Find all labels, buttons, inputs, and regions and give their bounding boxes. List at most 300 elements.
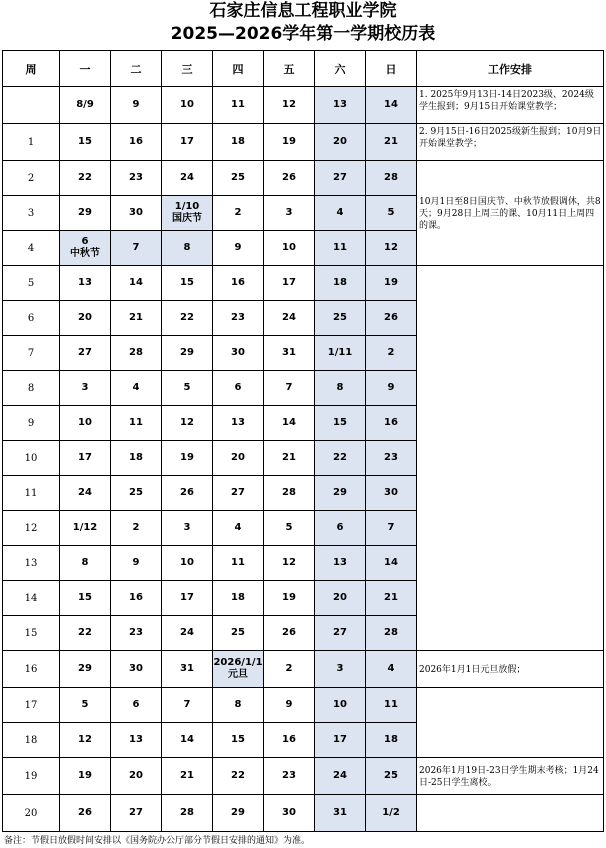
week-number: 7 xyxy=(3,336,60,371)
day-cell xyxy=(60,616,111,651)
day-label: 28 xyxy=(384,172,398,183)
day-label: 17 xyxy=(282,277,296,288)
day-cell xyxy=(264,406,315,441)
week-cell-diagonal xyxy=(3,87,60,124)
day-cell xyxy=(213,651,264,688)
day-label: 30 xyxy=(384,487,398,498)
day-label: 24 xyxy=(78,487,92,498)
day-cell xyxy=(111,688,162,723)
day-cell xyxy=(213,441,264,476)
day-label: 27 xyxy=(78,347,92,358)
day-label: 13 xyxy=(231,417,245,428)
day-label: 23 xyxy=(282,770,296,781)
day-cell xyxy=(264,723,315,758)
day-label: 8 xyxy=(81,557,89,568)
day-label: 8 xyxy=(234,699,242,710)
week-row xyxy=(3,758,604,795)
day-cell xyxy=(213,266,264,301)
day-label: 8/9 xyxy=(76,99,94,110)
day-cell xyxy=(264,124,315,161)
day-cell xyxy=(315,266,366,301)
week-number: 17 xyxy=(3,688,60,723)
day-label: 28 xyxy=(129,347,143,358)
day-label: 29 xyxy=(231,807,245,818)
day-cell xyxy=(366,406,417,441)
day-cell xyxy=(162,616,213,651)
day-cell xyxy=(315,231,366,266)
day-cell xyxy=(60,723,111,758)
day-label: 8 xyxy=(183,242,191,253)
day-cell xyxy=(264,196,315,231)
day-label: 4 xyxy=(132,382,140,393)
day-label: 1/10 国庆节 xyxy=(172,201,202,224)
day-label: 15 xyxy=(180,277,194,288)
day-cell xyxy=(315,723,366,758)
day-label: 9 xyxy=(132,557,140,568)
day-label: 15 xyxy=(78,136,92,147)
day-cell xyxy=(111,795,162,832)
day-cell xyxy=(213,795,264,832)
day-cell xyxy=(60,441,111,476)
day-label: 15 xyxy=(231,734,245,745)
day-label: 14 xyxy=(180,734,194,745)
day-cell xyxy=(264,231,315,266)
day-label: 1/2 xyxy=(382,807,400,818)
header-fri: 五 xyxy=(264,51,315,87)
day-cell xyxy=(213,723,264,758)
day-label: 6 xyxy=(336,522,344,533)
week-number: 14 xyxy=(3,581,60,616)
day-label: 11 xyxy=(129,417,143,428)
day-label: 6 xyxy=(132,699,140,710)
day-label: 16 xyxy=(129,136,143,147)
day-label: 29 xyxy=(333,487,347,498)
day-cell xyxy=(60,161,111,196)
day-label: 28 xyxy=(282,487,296,498)
day-label: 25 xyxy=(129,487,143,498)
header-row xyxy=(3,51,604,87)
day-label: 12 xyxy=(384,242,398,253)
day-cell xyxy=(111,616,162,651)
day-label: 9 xyxy=(234,242,242,253)
day-label: 14 xyxy=(129,277,143,288)
week-number: 15 xyxy=(3,616,60,651)
day-cell xyxy=(264,688,315,723)
day-label: 4 xyxy=(387,663,395,674)
day-label: 1/11 xyxy=(327,347,353,358)
day-label: 23 xyxy=(129,627,143,638)
day-label: 7 xyxy=(132,242,140,253)
day-cell xyxy=(366,301,417,336)
day-cell xyxy=(264,616,315,651)
day-cell xyxy=(315,616,366,651)
header-sat: 六 xyxy=(315,51,366,87)
day-label: 22 xyxy=(78,172,92,183)
day-label: 9 xyxy=(285,699,293,710)
day-cell xyxy=(213,546,264,581)
day-cell xyxy=(264,301,315,336)
day-label: 17 xyxy=(180,592,194,603)
day-label: 5 xyxy=(81,699,89,710)
day-label: 10 xyxy=(180,99,194,110)
day-label: 26 xyxy=(180,487,194,498)
day-cell xyxy=(162,231,213,266)
day-cell xyxy=(162,795,213,832)
day-label: 10 xyxy=(282,242,296,253)
day-label: 13 xyxy=(78,277,92,288)
day-label: 20 xyxy=(78,312,92,323)
calendar-title: 2025—2026学年第一学期校历表 xyxy=(170,24,436,44)
day-label: 21 xyxy=(180,770,194,781)
day-label: 21 xyxy=(282,452,296,463)
day-label: 7 xyxy=(183,699,191,710)
day-cell xyxy=(315,124,366,161)
day-label: 23 xyxy=(129,172,143,183)
day-cell xyxy=(111,87,162,124)
day-label: 23 xyxy=(384,452,398,463)
day-cell xyxy=(366,511,417,546)
day-cell xyxy=(60,546,111,581)
day-label: 25 xyxy=(231,627,245,638)
day-cell xyxy=(111,723,162,758)
day-label: 16 xyxy=(282,734,296,745)
day-label: 27 xyxy=(333,172,347,183)
day-label: 1/12 xyxy=(72,522,98,533)
day-label: 5 xyxy=(387,207,395,218)
header-wed: 三 xyxy=(162,51,213,87)
day-cell xyxy=(366,441,417,476)
day-label: 19 xyxy=(384,277,398,288)
work-plan-n3: 10月1日至8日国庆节、中秋节放假调休，共8天；9月28日上周三的课、10月11日上周四的课。 xyxy=(417,161,604,266)
day-cell xyxy=(60,266,111,301)
day-cell xyxy=(264,266,315,301)
day-cell xyxy=(60,124,111,161)
day-label: 25 xyxy=(384,770,398,781)
day-cell xyxy=(366,196,417,231)
day-cell xyxy=(162,266,213,301)
day-label: 11 xyxy=(384,699,398,710)
day-label: 19 xyxy=(180,452,194,463)
day-label: 6 中秋节 xyxy=(70,236,100,259)
day-cell xyxy=(162,336,213,371)
day-label: 30 xyxy=(282,807,296,818)
school-name: 石家庄信息工程职业学院 xyxy=(209,1,397,21)
day-cell xyxy=(162,723,213,758)
day-cell xyxy=(366,581,417,616)
day-cell xyxy=(366,688,417,723)
day-cell xyxy=(60,196,111,231)
week-row xyxy=(3,87,604,124)
week-number: 13 xyxy=(3,546,60,581)
day-label: 26 xyxy=(282,627,296,638)
week-number: 10 xyxy=(3,441,60,476)
day-cell xyxy=(315,161,366,196)
day-label: 5 xyxy=(285,522,293,533)
week-number: 18 xyxy=(3,723,60,758)
day-label: 12 xyxy=(78,734,92,745)
day-label: 7 xyxy=(387,522,395,533)
day-cell xyxy=(264,161,315,196)
day-label: 12 xyxy=(180,417,194,428)
day-cell xyxy=(264,336,315,371)
day-cell xyxy=(60,688,111,723)
day-cell xyxy=(264,87,315,124)
week-row xyxy=(3,161,604,196)
week-number: 4 xyxy=(3,231,60,266)
day-label: 21 xyxy=(384,592,398,603)
work-plan- xyxy=(417,795,604,832)
day-cell xyxy=(162,441,213,476)
work-plan-n4: 2026年1月1日元旦放假； xyxy=(417,651,604,688)
day-cell xyxy=(162,161,213,196)
day-cell xyxy=(315,441,366,476)
week-number: 9 xyxy=(3,406,60,441)
day-cell xyxy=(111,406,162,441)
day-cell xyxy=(60,336,111,371)
day-label: 5 xyxy=(183,382,191,393)
day-label: 25 xyxy=(231,172,245,183)
day-label: 2 xyxy=(285,663,293,674)
week-number: 1 xyxy=(3,124,60,161)
day-label: 3 xyxy=(285,207,293,218)
day-label: 27 xyxy=(129,807,143,818)
day-label: 11 xyxy=(333,242,347,253)
day-label: 4 xyxy=(336,207,344,218)
day-label: 13 xyxy=(129,734,143,745)
day-cell xyxy=(162,758,213,795)
day-cell xyxy=(264,795,315,832)
day-cell xyxy=(366,161,417,196)
day-label: 17 xyxy=(78,452,92,463)
day-cell xyxy=(213,336,264,371)
day-cell xyxy=(315,476,366,511)
day-cell xyxy=(162,651,213,688)
day-cell xyxy=(162,406,213,441)
day-cell xyxy=(111,266,162,301)
day-cell xyxy=(111,581,162,616)
day-label: 10 xyxy=(333,699,347,710)
day-cell xyxy=(366,758,417,795)
day-cell xyxy=(315,87,366,124)
week-number: 20 xyxy=(3,795,60,832)
day-label: 11 xyxy=(231,557,245,568)
day-cell xyxy=(213,581,264,616)
day-cell xyxy=(111,758,162,795)
day-label: 24 xyxy=(282,312,296,323)
day-label: 31 xyxy=(333,807,347,818)
calendar-table xyxy=(2,50,604,832)
week-row xyxy=(3,651,604,688)
day-label: 31 xyxy=(180,663,194,674)
day-cell xyxy=(60,476,111,511)
day-cell xyxy=(162,301,213,336)
day-cell xyxy=(111,231,162,266)
week-number: 2 xyxy=(3,161,60,196)
day-cell xyxy=(60,87,111,124)
day-cell xyxy=(162,124,213,161)
day-cell xyxy=(162,581,213,616)
day-label: 20 xyxy=(333,592,347,603)
day-label: 11 xyxy=(231,99,245,110)
day-cell xyxy=(366,476,417,511)
day-label: 30 xyxy=(129,663,143,674)
day-label: 15 xyxy=(78,592,92,603)
day-cell xyxy=(213,301,264,336)
week-number: 11 xyxy=(3,476,60,511)
day-label: 2 xyxy=(132,522,140,533)
day-label: 2 xyxy=(387,347,395,358)
day-label: 20 xyxy=(333,136,347,147)
day-label: 9 xyxy=(132,99,140,110)
day-cell xyxy=(111,651,162,688)
day-label: 13 xyxy=(333,99,347,110)
day-cell xyxy=(60,581,111,616)
day-cell xyxy=(366,651,417,688)
day-cell xyxy=(315,795,366,832)
day-label: 29 xyxy=(78,207,92,218)
day-label: 13 xyxy=(333,557,347,568)
day-cell xyxy=(60,511,111,546)
day-cell xyxy=(162,371,213,406)
day-label: 31 xyxy=(282,347,296,358)
week-row xyxy=(3,688,604,723)
day-label: 22 xyxy=(333,452,347,463)
day-label: 7 xyxy=(285,382,293,393)
day-label: 30 xyxy=(231,347,245,358)
day-label: 19 xyxy=(78,770,92,781)
day-cell xyxy=(162,511,213,546)
week-number: 12 xyxy=(3,511,60,546)
day-label: 16 xyxy=(384,417,398,428)
day-label: 19 xyxy=(282,592,296,603)
day-label: 27 xyxy=(333,627,347,638)
day-cell xyxy=(213,161,264,196)
day-label: 17 xyxy=(333,734,347,745)
day-label: 21 xyxy=(384,136,398,147)
day-label: 27 xyxy=(231,487,245,498)
day-label: 26 xyxy=(78,807,92,818)
day-label: 28 xyxy=(384,627,398,638)
day-cell xyxy=(315,511,366,546)
day-cell xyxy=(162,546,213,581)
day-cell xyxy=(366,371,417,406)
day-cell xyxy=(366,795,417,832)
day-label: 14 xyxy=(282,417,296,428)
day-cell xyxy=(213,231,264,266)
day-cell xyxy=(315,371,366,406)
day-cell xyxy=(213,476,264,511)
day-cell xyxy=(111,476,162,511)
header-mon: 一 xyxy=(60,51,111,87)
day-cell xyxy=(315,336,366,371)
day-cell xyxy=(111,196,162,231)
header-sun: 日 xyxy=(366,51,417,87)
day-label: 2 xyxy=(234,207,242,218)
week-row xyxy=(3,124,604,161)
day-label: 30 xyxy=(129,207,143,218)
day-cell xyxy=(111,161,162,196)
day-cell xyxy=(366,124,417,161)
day-cell xyxy=(264,546,315,581)
day-cell xyxy=(366,231,417,266)
day-label: 21 xyxy=(129,312,143,323)
header-work-plan: 工作安排 xyxy=(417,51,604,87)
day-label: 22 xyxy=(231,770,245,781)
day-cell xyxy=(315,196,366,231)
day-label: 29 xyxy=(78,663,92,674)
day-label: 6 xyxy=(234,382,242,393)
day-cell xyxy=(264,651,315,688)
day-cell xyxy=(264,581,315,616)
day-cell xyxy=(213,688,264,723)
day-cell xyxy=(111,441,162,476)
day-label: 15 xyxy=(333,417,347,428)
week-row xyxy=(3,795,604,832)
day-cell xyxy=(213,616,264,651)
day-cell xyxy=(315,406,366,441)
work-plan-n1: 1. 2025年9月13日-14日2023级、2024级学生报到；9月15日开始课堂教学； xyxy=(417,87,604,124)
day-cell xyxy=(315,301,366,336)
day-label: 18 xyxy=(384,734,398,745)
day-cell xyxy=(264,371,315,406)
day-label: 8 xyxy=(336,382,344,393)
day-label: 16 xyxy=(129,592,143,603)
week-number: 16 xyxy=(3,651,60,688)
work-plan- xyxy=(417,266,604,651)
day-cell xyxy=(315,546,366,581)
day-cell xyxy=(60,301,111,336)
day-label: 26 xyxy=(282,172,296,183)
day-cell xyxy=(264,476,315,511)
day-cell xyxy=(162,87,213,124)
header-thu: 四 xyxy=(213,51,264,87)
day-cell xyxy=(60,406,111,441)
day-label: 26 xyxy=(384,312,398,323)
day-cell xyxy=(264,511,315,546)
day-label: 19 xyxy=(282,136,296,147)
day-label: 28 xyxy=(180,807,194,818)
day-label: 24 xyxy=(180,627,194,638)
header-week: 周 xyxy=(3,51,60,87)
day-label: 18 xyxy=(129,452,143,463)
day-label: 12 xyxy=(282,557,296,568)
day-cell xyxy=(213,758,264,795)
day-label: 2026/1/1 元旦 xyxy=(213,657,263,680)
day-cell xyxy=(162,476,213,511)
day-cell xyxy=(213,371,264,406)
day-label: 29 xyxy=(180,347,194,358)
day-label: 4 xyxy=(234,522,242,533)
day-cell xyxy=(111,124,162,161)
day-cell xyxy=(111,546,162,581)
day-cell xyxy=(111,371,162,406)
day-label: 17 xyxy=(180,136,194,147)
day-cell xyxy=(213,406,264,441)
day-cell xyxy=(111,301,162,336)
day-label: 23 xyxy=(231,312,245,323)
day-label: 20 xyxy=(231,452,245,463)
day-label: 10 xyxy=(180,557,194,568)
day-label: 18 xyxy=(333,277,347,288)
day-cell xyxy=(366,546,417,581)
day-label: 18 xyxy=(231,592,245,603)
day-cell xyxy=(264,758,315,795)
week-number: 8 xyxy=(3,371,60,406)
week-row xyxy=(3,266,604,301)
day-label: 22 xyxy=(180,312,194,323)
day-cell xyxy=(366,336,417,371)
day-label: 25 xyxy=(333,312,347,323)
